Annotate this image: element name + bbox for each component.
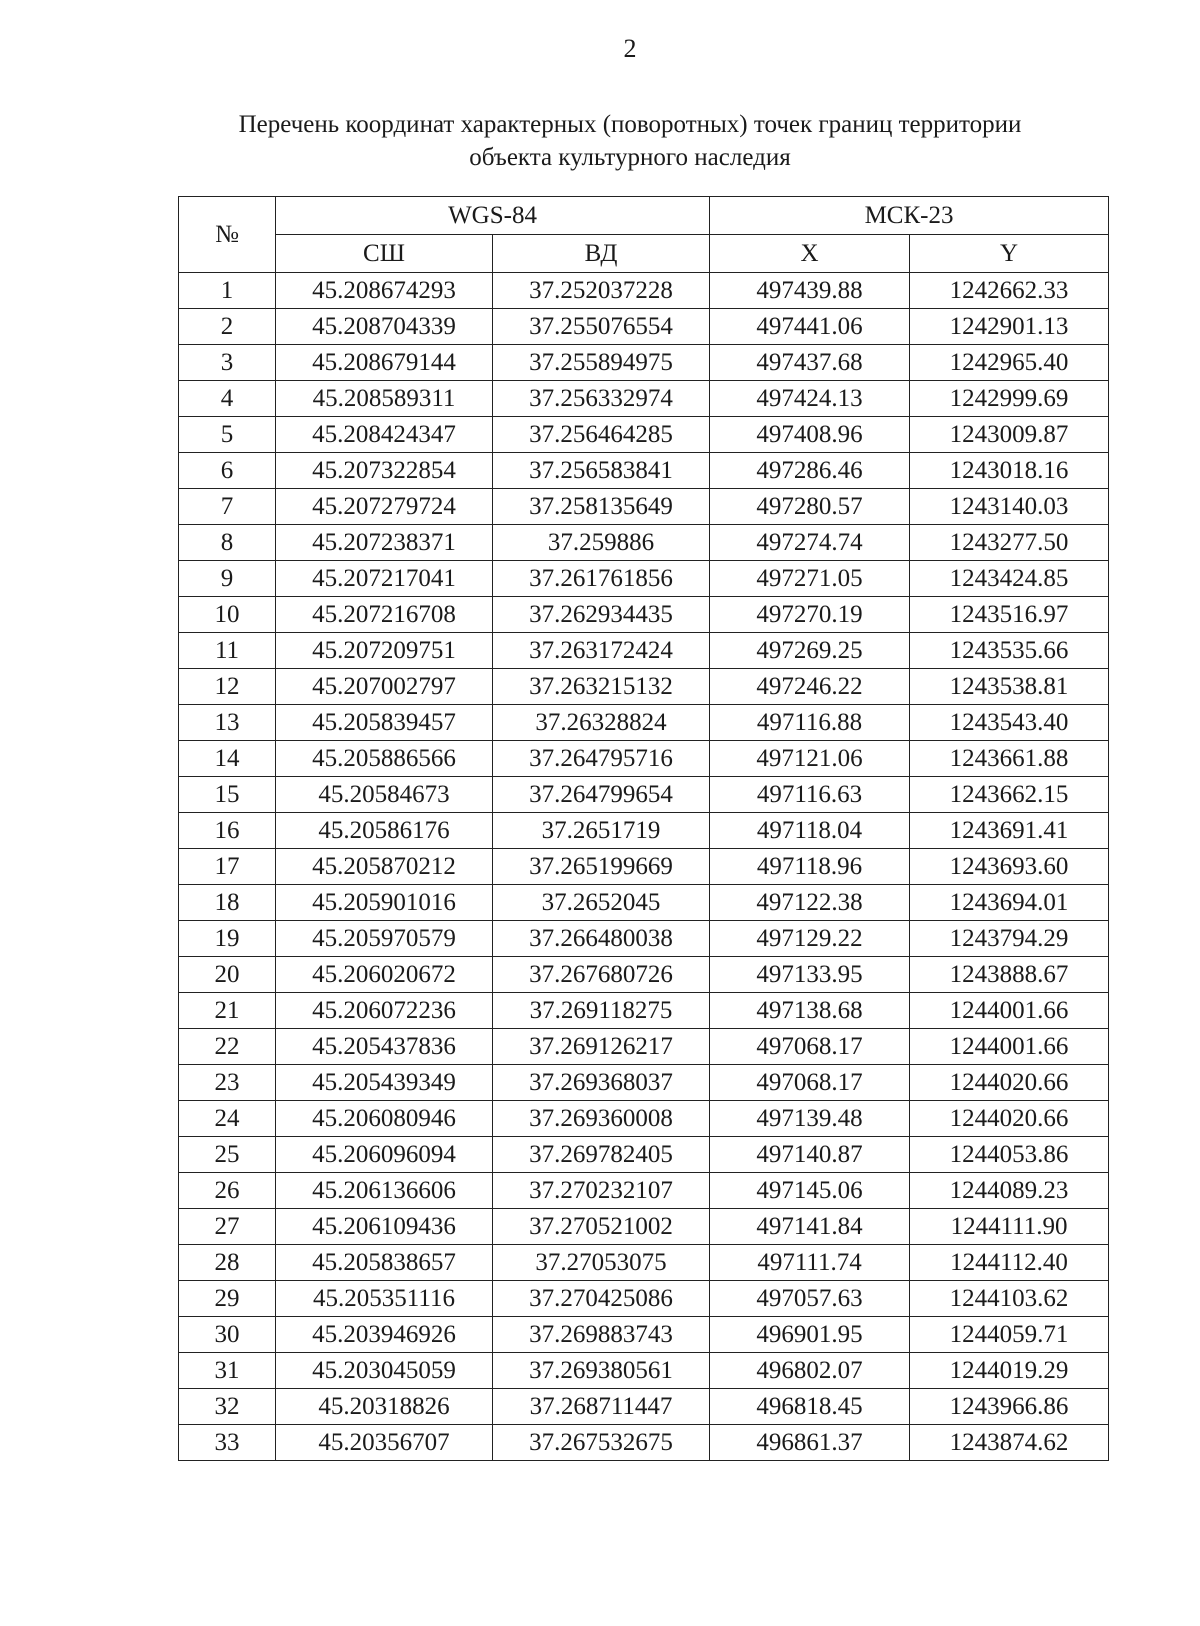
latitude-cell: 45.207279724 [276,489,493,525]
longitude-cell: 37.255076554 [493,309,710,345]
header-row-top [179,197,1109,235]
point-number-cell: 17 [179,849,276,885]
x-cell: 497271.05 [710,561,910,597]
x-cell: 497424.13 [710,381,910,417]
table-row [179,1173,1109,1209]
longitude-cell: 37.270521002 [493,1209,710,1245]
y-cell: 1243424.85 [910,561,1109,597]
header-number: № [179,197,276,273]
x-cell: 497118.04 [710,813,910,849]
table-row [179,1425,1109,1461]
longitude-cell: 37.270425086 [493,1281,710,1317]
table-row [179,885,1109,921]
longitude-cell: 37.26328824 [493,705,710,741]
x-cell: 497439.88 [710,273,910,309]
table-row [179,777,1109,813]
point-number-cell: 16 [179,813,276,849]
y-cell: 1243794.29 [910,921,1109,957]
point-number-cell: 25 [179,1137,276,1173]
longitude-cell: 37.269380561 [493,1353,710,1389]
point-number-cell: 1 [179,273,276,309]
x-cell: 496901.95 [710,1317,910,1353]
latitude-cell: 45.207216708 [276,597,493,633]
table-row [179,921,1109,957]
table-row [179,993,1109,1029]
longitude-cell: 37.256332974 [493,381,710,417]
longitude-cell: 37.269782405 [493,1137,710,1173]
table-row [179,813,1109,849]
latitude-cell: 45.207002797 [276,669,493,705]
table-row [179,381,1109,417]
point-number-cell: 11 [179,633,276,669]
table-row [179,597,1109,633]
latitude-cell: 45.206020672 [276,957,493,993]
latitude-cell: 45.20318826 [276,1389,493,1425]
y-cell: 1243661.88 [910,741,1109,777]
longitude-cell: 37.258135649 [493,489,710,525]
point-number-cell: 30 [179,1317,276,1353]
header-wgs84: WGS-84 [276,197,710,235]
longitude-cell: 37.252037228 [493,273,710,309]
point-number-cell: 22 [179,1029,276,1065]
longitude-cell: 37.269126217 [493,1029,710,1065]
table-row [179,417,1109,453]
x-cell: 496802.07 [710,1353,910,1389]
x-cell: 497408.96 [710,417,910,453]
point-number-cell: 4 [179,381,276,417]
point-number-cell: 20 [179,957,276,993]
document-title [160,108,1100,174]
longitude-cell: 37.265199669 [493,849,710,885]
y-cell: 1243140.03 [910,489,1109,525]
table-row [179,1245,1109,1281]
x-cell: 497270.19 [710,597,910,633]
table-row [179,633,1109,669]
y-cell: 1244020.66 [910,1101,1109,1137]
x-cell: 497437.68 [710,345,910,381]
table-row [179,1209,1109,1245]
y-cell: 1243538.81 [910,669,1109,705]
x-cell: 497116.63 [710,777,910,813]
x-cell: 497274.74 [710,525,910,561]
point-number-cell: 31 [179,1353,276,1389]
latitude-cell: 45.208704339 [276,309,493,345]
latitude-cell: 45.208674293 [276,273,493,309]
point-number-cell: 15 [179,777,276,813]
longitude-cell: 37.267532675 [493,1425,710,1461]
x-cell: 497145.06 [710,1173,910,1209]
point-number-cell: 18 [179,885,276,921]
table-row [179,1389,1109,1425]
x-cell: 497138.68 [710,993,910,1029]
x-cell: 497140.87 [710,1137,910,1173]
longitude-cell: 37.255894975 [493,345,710,381]
y-cell: 1243888.67 [910,957,1109,993]
longitude-cell: 37.263215132 [493,669,710,705]
title-line-1: Перечень координат характерных (поворотных) точек границ территории [238,111,1022,138]
x-cell: 497057.63 [710,1281,910,1317]
point-number-cell: 24 [179,1101,276,1137]
x-cell: 497118.96 [710,849,910,885]
y-cell: 1243693.60 [910,849,1109,885]
x-cell: 497280.57 [710,489,910,525]
x-cell: 497441.06 [710,309,910,345]
point-number-cell: 9 [179,561,276,597]
y-cell: 1243009.87 [910,417,1109,453]
table-row [179,669,1109,705]
x-cell: 497068.17 [710,1029,910,1065]
longitude-cell: 37.256464285 [493,417,710,453]
latitude-cell: 45.207238371 [276,525,493,561]
latitude-cell: 45.205901016 [276,885,493,921]
latitude-cell: 45.205439349 [276,1065,493,1101]
header-latitude: СШ [276,235,493,273]
y-cell: 1242999.69 [910,381,1109,417]
longitude-cell: 37.259886 [493,525,710,561]
latitude-cell: 45.207209751 [276,633,493,669]
point-number-cell: 27 [179,1209,276,1245]
latitude-cell: 45.203946926 [276,1317,493,1353]
latitude-cell: 45.205970579 [276,921,493,957]
point-number-cell: 29 [179,1281,276,1317]
latitude-cell: 45.206080946 [276,1101,493,1137]
table-row [179,489,1109,525]
latitude-cell: 45.205839457 [276,705,493,741]
coordinates-table [178,196,1109,1461]
y-cell: 1243543.40 [910,705,1109,741]
y-cell: 1243694.01 [910,885,1109,921]
x-cell: 497246.22 [710,669,910,705]
x-cell: 497121.06 [710,741,910,777]
x-cell: 496818.45 [710,1389,910,1425]
point-number-cell: 10 [179,597,276,633]
y-cell: 1244103.62 [910,1281,1109,1317]
y-cell: 1243691.41 [910,813,1109,849]
longitude-cell: 37.264795716 [493,741,710,777]
x-cell: 497116.88 [710,705,910,741]
point-number-cell: 19 [179,921,276,957]
latitude-cell: 45.208679144 [276,345,493,381]
table-row [179,309,1109,345]
longitude-cell: 37.262934435 [493,597,710,633]
latitude-cell: 45.205838657 [276,1245,493,1281]
longitude-cell: 37.27053075 [493,1245,710,1281]
page-number: 2 [623,34,637,63]
x-cell: 497141.84 [710,1209,910,1245]
x-cell: 497122.38 [710,885,910,921]
y-cell: 1244020.66 [910,1065,1109,1101]
y-cell: 1243516.97 [910,597,1109,633]
table-body [179,273,1109,1461]
y-cell: 1243277.50 [910,525,1109,561]
latitude-cell: 45.208589311 [276,381,493,417]
longitude-cell: 37.270232107 [493,1173,710,1209]
header-x: X [710,235,910,273]
table-row [179,525,1109,561]
point-number-cell: 7 [179,489,276,525]
y-cell: 1244059.71 [910,1317,1109,1353]
longitude-cell: 37.2651719 [493,813,710,849]
header-longitude: ВД [493,235,710,273]
y-cell: 1243018.16 [910,453,1109,489]
longitude-cell: 37.269360008 [493,1101,710,1137]
y-cell: 1242901.13 [910,309,1109,345]
y-cell: 1244001.66 [910,1029,1109,1065]
header-row-sub [179,235,1109,273]
latitude-cell: 45.203045059 [276,1353,493,1389]
latitude-cell: 45.206072236 [276,993,493,1029]
y-cell: 1244019.29 [910,1353,1109,1389]
header-y: Y [910,235,1109,273]
point-number-cell: 6 [179,453,276,489]
longitude-cell: 37.261761856 [493,561,710,597]
point-number-cell: 2 [179,309,276,345]
x-cell: 497133.95 [710,957,910,993]
latitude-cell: 45.207322854 [276,453,493,489]
table-row [179,1065,1109,1101]
x-cell: 497269.25 [710,633,910,669]
longitude-cell: 37.2652045 [493,885,710,921]
point-number-cell: 12 [179,669,276,705]
latitude-cell: 45.208424347 [276,417,493,453]
y-cell: 1242965.40 [910,345,1109,381]
latitude-cell: 45.20584673 [276,777,493,813]
longitude-cell: 37.267680726 [493,957,710,993]
table-row [179,1317,1109,1353]
y-cell: 1244001.66 [910,993,1109,1029]
longitude-cell: 37.269368037 [493,1065,710,1101]
x-cell: 497286.46 [710,453,910,489]
x-cell: 497068.17 [710,1065,910,1101]
table-row [179,741,1109,777]
latitude-cell: 45.205437836 [276,1029,493,1065]
point-number-cell: 8 [179,525,276,561]
y-cell: 1244089.23 [910,1173,1109,1209]
header-msk23: МСК-23 [710,197,1109,235]
longitude-cell: 37.266480038 [493,921,710,957]
latitude-cell: 45.206136606 [276,1173,493,1209]
point-number-cell: 32 [179,1389,276,1425]
latitude-cell: 45.207217041 [276,561,493,597]
y-cell: 1244111.90 [910,1209,1109,1245]
x-cell: 496861.37 [710,1425,910,1461]
point-number-cell: 14 [179,741,276,777]
y-cell: 1244053.86 [910,1137,1109,1173]
y-cell: 1244112.40 [910,1245,1109,1281]
latitude-cell: 45.205351116 [276,1281,493,1317]
latitude-cell: 45.20586176 [276,813,493,849]
point-number-cell: 5 [179,417,276,453]
point-number-cell: 26 [179,1173,276,1209]
table-row [179,561,1109,597]
table-row [179,273,1109,309]
latitude-cell: 45.205886566 [276,741,493,777]
x-cell: 497139.48 [710,1101,910,1137]
point-number-cell: 13 [179,705,276,741]
latitude-cell: 45.206096094 [276,1137,493,1173]
x-cell: 497111.74 [710,1245,910,1281]
table-row [179,957,1109,993]
table-row [179,849,1109,885]
table-row [179,345,1109,381]
latitude-cell: 45.20356707 [276,1425,493,1461]
y-cell: 1243966.86 [910,1389,1109,1425]
longitude-cell: 37.269118275 [493,993,710,1029]
longitude-cell: 37.256583841 [493,453,710,489]
longitude-cell: 37.263172424 [493,633,710,669]
longitude-cell: 37.264799654 [493,777,710,813]
y-cell: 1243662.15 [910,777,1109,813]
latitude-cell: 45.206109436 [276,1209,493,1245]
point-number-cell: 21 [179,993,276,1029]
y-cell: 1242662.33 [910,273,1109,309]
point-number-cell: 28 [179,1245,276,1281]
table-row [179,1281,1109,1317]
table-row [179,1353,1109,1389]
table-row [179,705,1109,741]
latitude-cell: 45.205870212 [276,849,493,885]
table-row [179,453,1109,489]
longitude-cell: 37.269883743 [493,1317,710,1353]
y-cell: 1243874.62 [910,1425,1109,1461]
x-cell: 497129.22 [710,921,910,957]
longitude-cell: 37.268711447 [493,1389,710,1425]
title-line-2: объекта культурного наследия [469,144,791,171]
table-row [179,1029,1109,1065]
point-number-cell: 3 [179,345,276,381]
table-row [179,1101,1109,1137]
point-number-cell: 33 [179,1425,276,1461]
table-row [179,1137,1109,1173]
point-number-cell: 23 [179,1065,276,1101]
y-cell: 1243535.66 [910,633,1109,669]
